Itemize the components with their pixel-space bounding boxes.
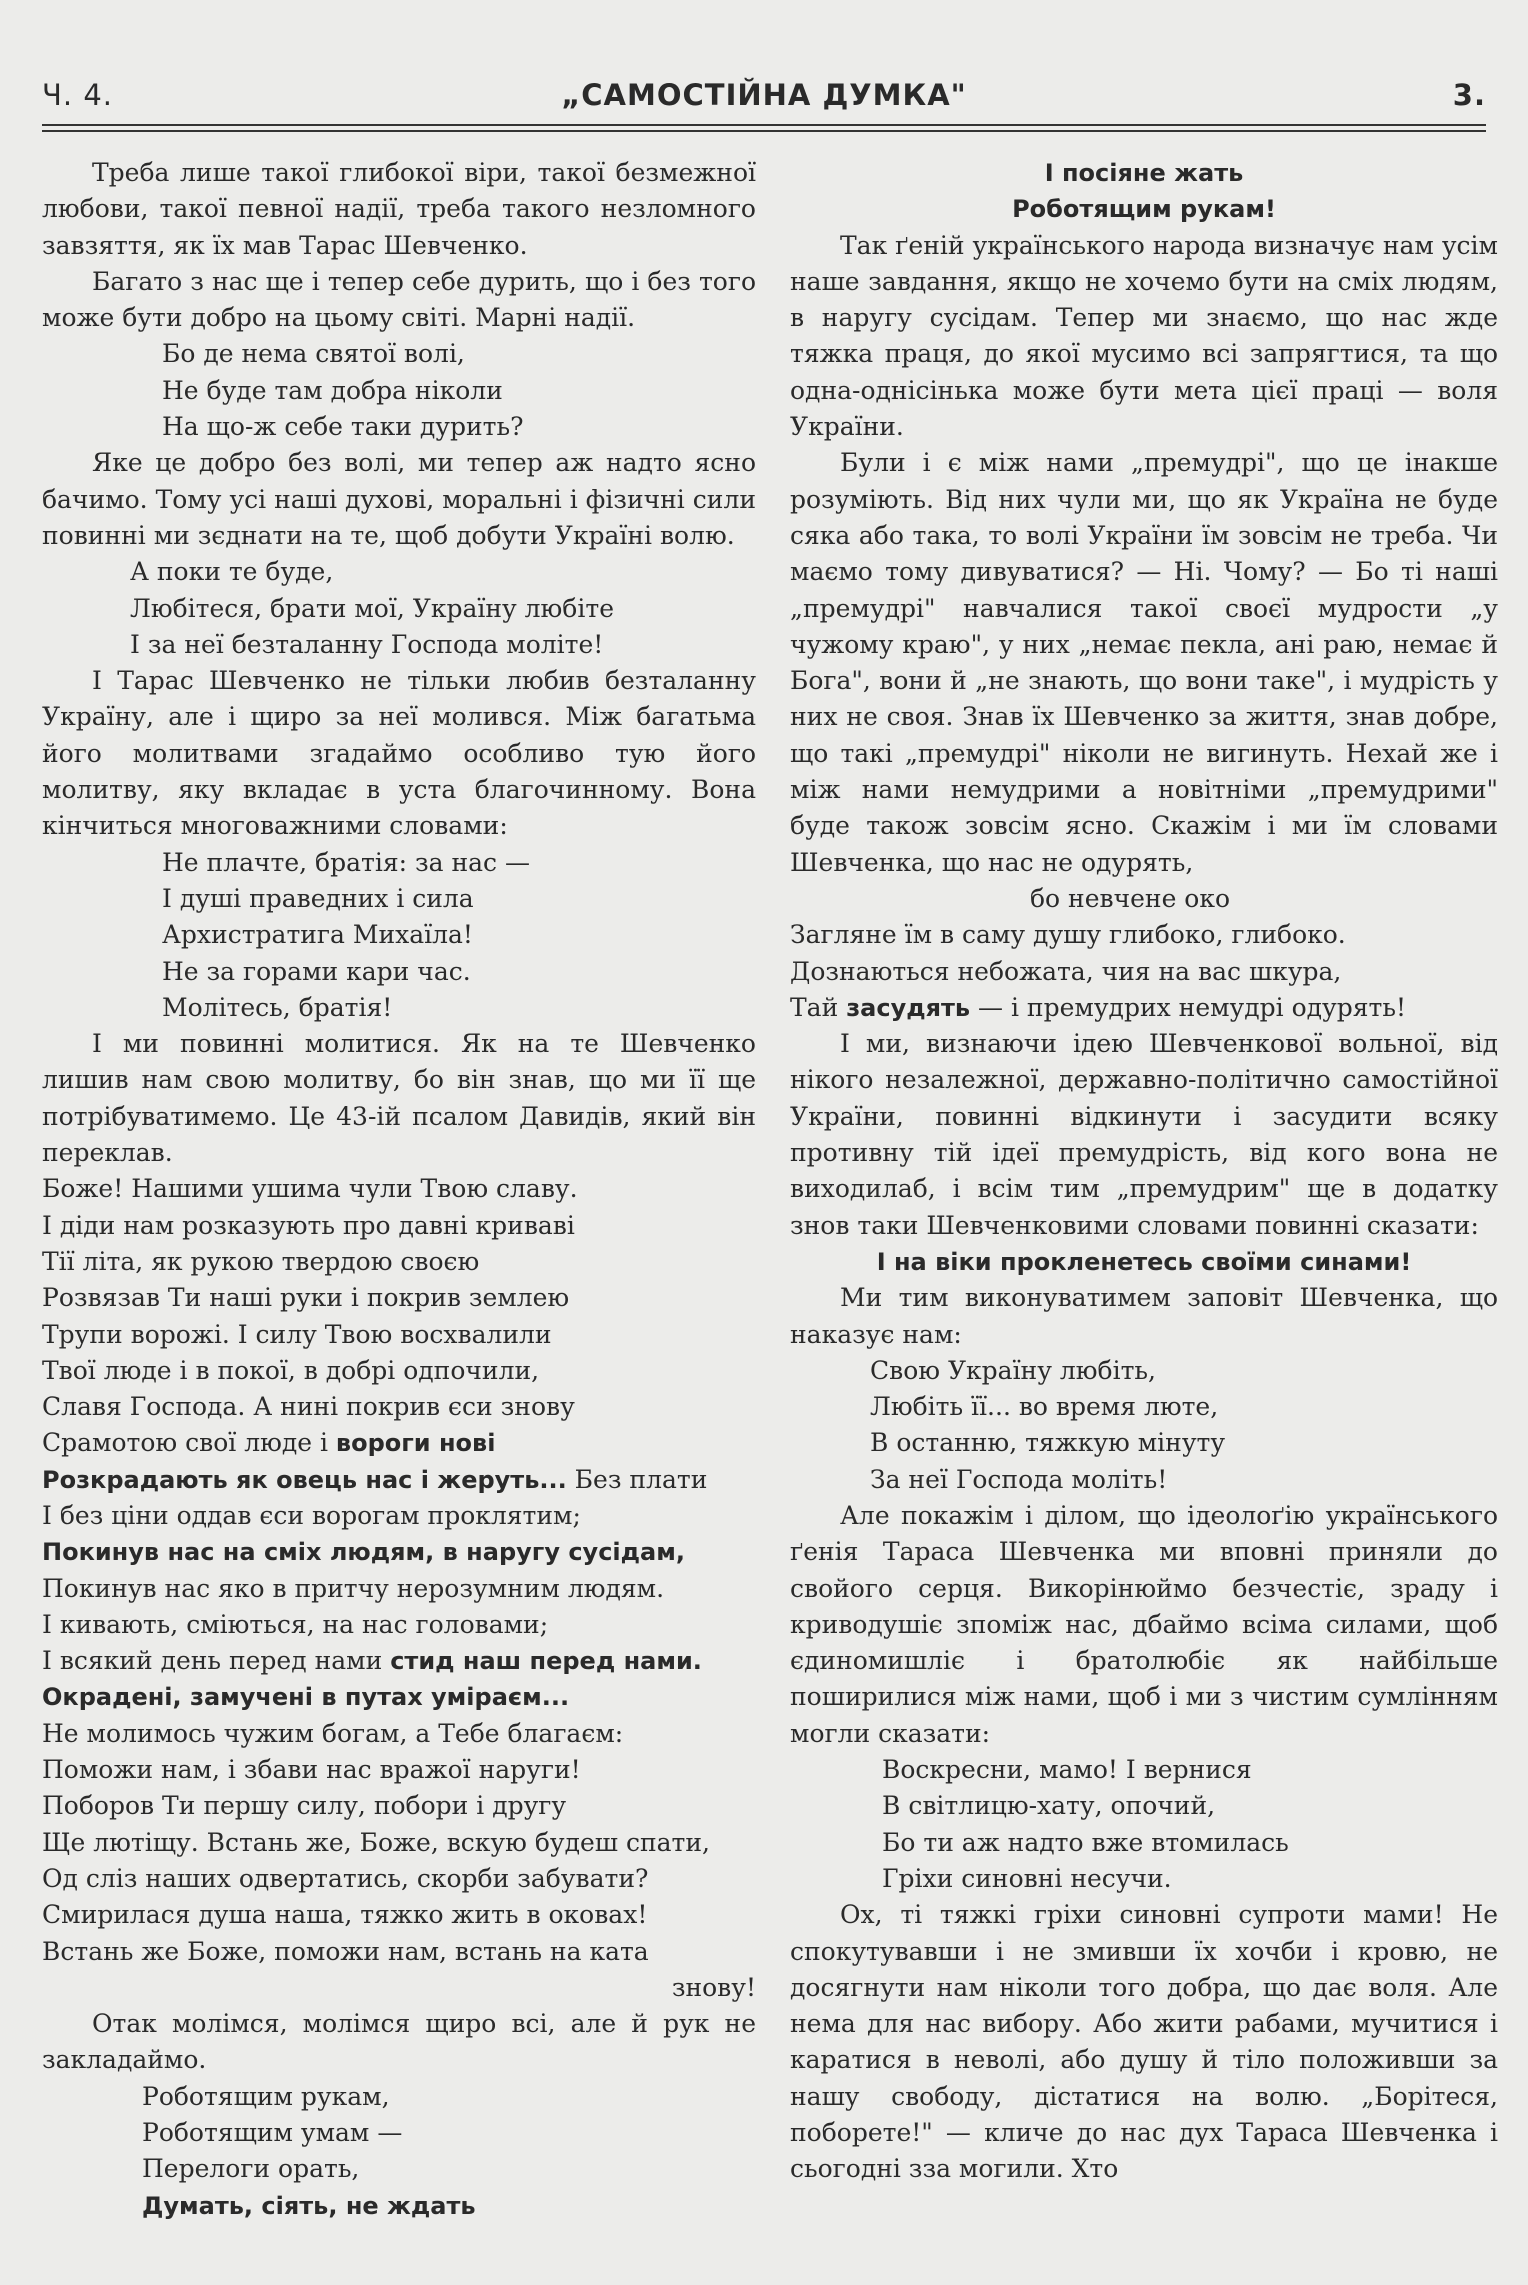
issue-number: Ч. 4.	[42, 78, 113, 112]
psalm-line	[42, 1425, 756, 1461]
paragraph: Ох, ті тяжкі гріхи синовні супроти мами! Не спокутувавши і не змивши їх хочби і кровю, не досягнути нам ніколи того добра, що дає воля. Але нема для нас вибору. Або жити рабами, мучитися і каратися в неволі, або душу й тіло положивши за нашу свободу, дістатися на волю. „Борітеся, поборете!" — кличе до нас дух Тараса Шевченка і сьогодні зза могили. Хто	[790, 1900, 1498, 2184]
page-header	[42, 78, 1486, 122]
verse-line: Свою Україну любіть,	[870, 1355, 1156, 1385]
paragraph: Яке це добро без волі, ми тепер аж надто ясно бачимо. Тому усі наші духові, моральні і фізичні сили повинні ми зєднати на те, щоб добути Україні волю.	[42, 448, 756, 550]
verse-line: Перелоги орать,	[142, 2154, 360, 2184]
verse-line-bold: Думать, сіять, не ждать	[142, 2191, 476, 2220]
verse-line: бо невчене око	[1030, 883, 1231, 913]
psalm-emphasis: Розкрадають як овець нас і жеруть...	[42, 1465, 567, 1494]
paragraph: Але покажім і ділом, що ідеолоґію українського ґенія Тараса Шевченка ми вповні приняли до свойого серця. Викорінюймо безчестіє, зраду і криводушіє зпоміж нас, дбаймо всіма силами, щоб єдиномишліє і братолюбіє як найбільше поширилися між нами, щоб і ми з чистим сумлінням могли сказати:	[790, 1500, 1498, 1748]
psalm-line	[42, 1462, 756, 1498]
header-rule-bottom	[42, 130, 1486, 132]
verse-line: Бо де нема святої волі,	[162, 339, 465, 369]
psalm-emphasis: стид наш перед нами.	[390, 1647, 702, 1676]
page-number: 3.	[1452, 78, 1486, 112]
verse-line: І душі праведних і сила	[162, 883, 474, 913]
psalm-line: Встань же Боже, поможи нам, встань на ката	[42, 1936, 649, 1966]
psalm-line: Смирилася душа наша, тяжко жить в оковах!	[42, 1900, 648, 1930]
verse-line	[790, 990, 1498, 1026]
verse-emphasis: засудять	[846, 993, 971, 1022]
psalm-line: Од сліз наших одвертатись, скорби забувати?	[42, 1863, 649, 1893]
verse-line: Любіть її... во время люте,	[870, 1392, 1219, 1422]
paragraph: І ми, визнаючи ідею Шевченкової вольної, від нікого незалежної, державно-політично самостійної України, повинні відкинути і засудити всяку противну тій ідеї премудрість, від кого вона не виходилаб, і всім тим „премудрим" ще в додатку знов таки Шевченковими словами повинні сказати:	[790, 1029, 1498, 1240]
verse-line: І за неї безталанну Господа моліте!	[130, 629, 604, 659]
verse-line: Загляне їм в саму душу глибоко, глибоко.	[790, 920, 1346, 950]
verse-line: Архистратига Михаїла!	[162, 920, 473, 950]
psalm-line: І без ціни оддав єси ворогам проклятим;	[42, 1500, 581, 1530]
psalm-line	[42, 1643, 756, 1679]
psalm-line: Славя Господа. А нині покрив єси знову	[42, 1392, 575, 1422]
verse-line: А поки те буде,	[130, 557, 334, 587]
left-column	[42, 155, 756, 2224]
paragraph: Треба лише такої глибокої віри, такої безмежної любови, такої певної надії, треба такого незломного завзяття, як їх мав Тарас Шевченко.	[42, 158, 756, 260]
verse-heading: Роботящим рукам!	[1012, 195, 1276, 224]
paragraph: І ми повинні молитися. Як на те Шевченко лишив нам свою молитву, бо він знав, що ми її ще потрібуватимемо. Це 43-ій псалом Давидів, який він переклав.	[42, 1029, 756, 1168]
verse-line: Не плачте, братія: за нас —	[162, 847, 530, 877]
paragraph: Отак молімся, молімся щиро всі, але й рук не закладаймо.	[42, 2009, 756, 2075]
psalm-line: Розвязав Ти наші руки і покрив землею	[42, 1283, 570, 1313]
paragraph: І Тарас Шевченко не тільки любив безталанну Україну, але і щиро за неї молився. Між багатьма його молитвами згадаймо особливо тую його молитву, яку вкладає в уста благочинному. Вона кінчиться многоважними словами:	[42, 666, 756, 841]
psalm-text: Без плати	[566, 1464, 708, 1494]
psalm-line: І діди нам розказують про давні криваві	[42, 1210, 575, 1240]
psalm-line-bold: Окрадені, замучені в путах уміраєм...	[42, 1683, 570, 1712]
psalm-line: Поможи нам, і збави нас вражої наруги!	[42, 1755, 581, 1785]
psalm-line: І кивають, сміються, на нас головами;	[42, 1609, 549, 1639]
verse-line: Гріхи синовні несучи.	[882, 1863, 1172, 1893]
psalm-line: знову!	[671, 1972, 756, 2002]
verse-line: В останню, тяжкую мінуту	[870, 1428, 1226, 1458]
psalm-line: Поборов Ти першу силу, побори і другу	[42, 1791, 567, 1821]
verse-text: — і премудрих немудрі одурять!	[970, 992, 1407, 1022]
paragraph: Були і є між нами „премудрі", що це інакше розуміють. Від них чули ми, що як Україна не буде сяка або така, то волі України їм зовсім не треба. Чи маємо тому дивуватися? — Ні. Чому? — Бо ті наші „премудрі" навчалися такої своєї мудрости „у чужому краю", у них „немає пекла, ані раю, немає й Бога", вони й „не знають, що вони таке", і мудрість у них не своя. Знав їх Шевченко за життя, знав добре, що такі „премудрі" ніколи не вигинуть. Нехай же і між нами немудрими а новітніми „премудрими" буде також зовсім ясно. Скажім і ми їм словами Шевченка, що нас не одурять,	[790, 448, 1498, 877]
psalm-emphasis: вороги нові	[335, 1429, 496, 1458]
psalm-line: Трупи ворожі. І силу Твою восхвалили	[42, 1319, 552, 1349]
header-rule-top	[42, 124, 1486, 126]
verse-line: Не за горами кари час.	[162, 956, 471, 986]
verse-line: На що-ж себе таки дурить?	[162, 412, 524, 442]
right-column	[790, 155, 1498, 2188]
psalm-line: Боже! Нашими ушима чули Твою славу.	[42, 1174, 578, 1204]
paragraph: Багато з нас ще і тепер себе дурить, що і без того може бути добро на цьому світі. Марні надії.	[42, 266, 756, 333]
verse-line: В світлицю-хату, опочий,	[882, 1791, 1216, 1821]
paragraph: Так ґеній українського народа визначує нам усім наше завдання, якщо не хочемо бути на сміх людям, в наругу сусідам. Тепер ми знаємо, що нас жде тяжка праця, до якої мусимо всі запрягтися, та що одна-однісінька може бути мета цієї праці — воля України.	[790, 230, 1498, 442]
psalm-line: Не молимось чужим богам, а Тебе благаєм:	[42, 1718, 624, 1748]
verse-line: Дознаються небожата, чия на вас шкура,	[790, 956, 1342, 986]
verse-line: Роботящим умам —	[142, 2118, 403, 2148]
psalm-line: Твої люде і в покої, в добрі одпочили,	[42, 1355, 540, 1385]
psalm-text: І всякий день перед нами	[42, 1646, 391, 1676]
psalm-line: Ще лютіщу. Встань же, Боже, вскую будеш спати,	[42, 1827, 710, 1857]
psalm-line-bold: Покинув нас на сміх людям, в наругу сусідам,	[42, 1538, 685, 1567]
psalm-line: Тії літа, як рукою твердою своєю	[42, 1246, 480, 1276]
verse-line: За неї Господа моліть!	[870, 1464, 1168, 1494]
verse-text: Тай	[790, 992, 847, 1022]
verse-line: Не буде там добра ніколи	[162, 375, 503, 405]
psalm-text: Срамотою свої люде і	[42, 1428, 336, 1458]
verse-line: Любітеся, брати мої, Україну любіте	[130, 593, 614, 623]
verse-line: Воскресни, мамо! І вернися	[882, 1755, 1252, 1785]
verse-line: Бо ти аж надто вже втомилась	[882, 1827, 1289, 1857]
paragraph: Ми тим виконуватимем заповіт Шевченка, що наказує нам:	[790, 1283, 1498, 1349]
verse-line: Роботящим рукам,	[142, 2081, 390, 2111]
newspaper-title: „САМОСТІЙНА ДУМКА"	[561, 78, 967, 112]
verse-heading: І посіяне жать	[1044, 159, 1244, 187]
verse-line: Молітесь, братія!	[162, 992, 393, 1022]
verse-heading: І на віки прокленетесь своїми синами!	[876, 1247, 1412, 1276]
psalm-line: Покинув нас яко в притчу нерозумним людям.	[42, 1573, 665, 1603]
